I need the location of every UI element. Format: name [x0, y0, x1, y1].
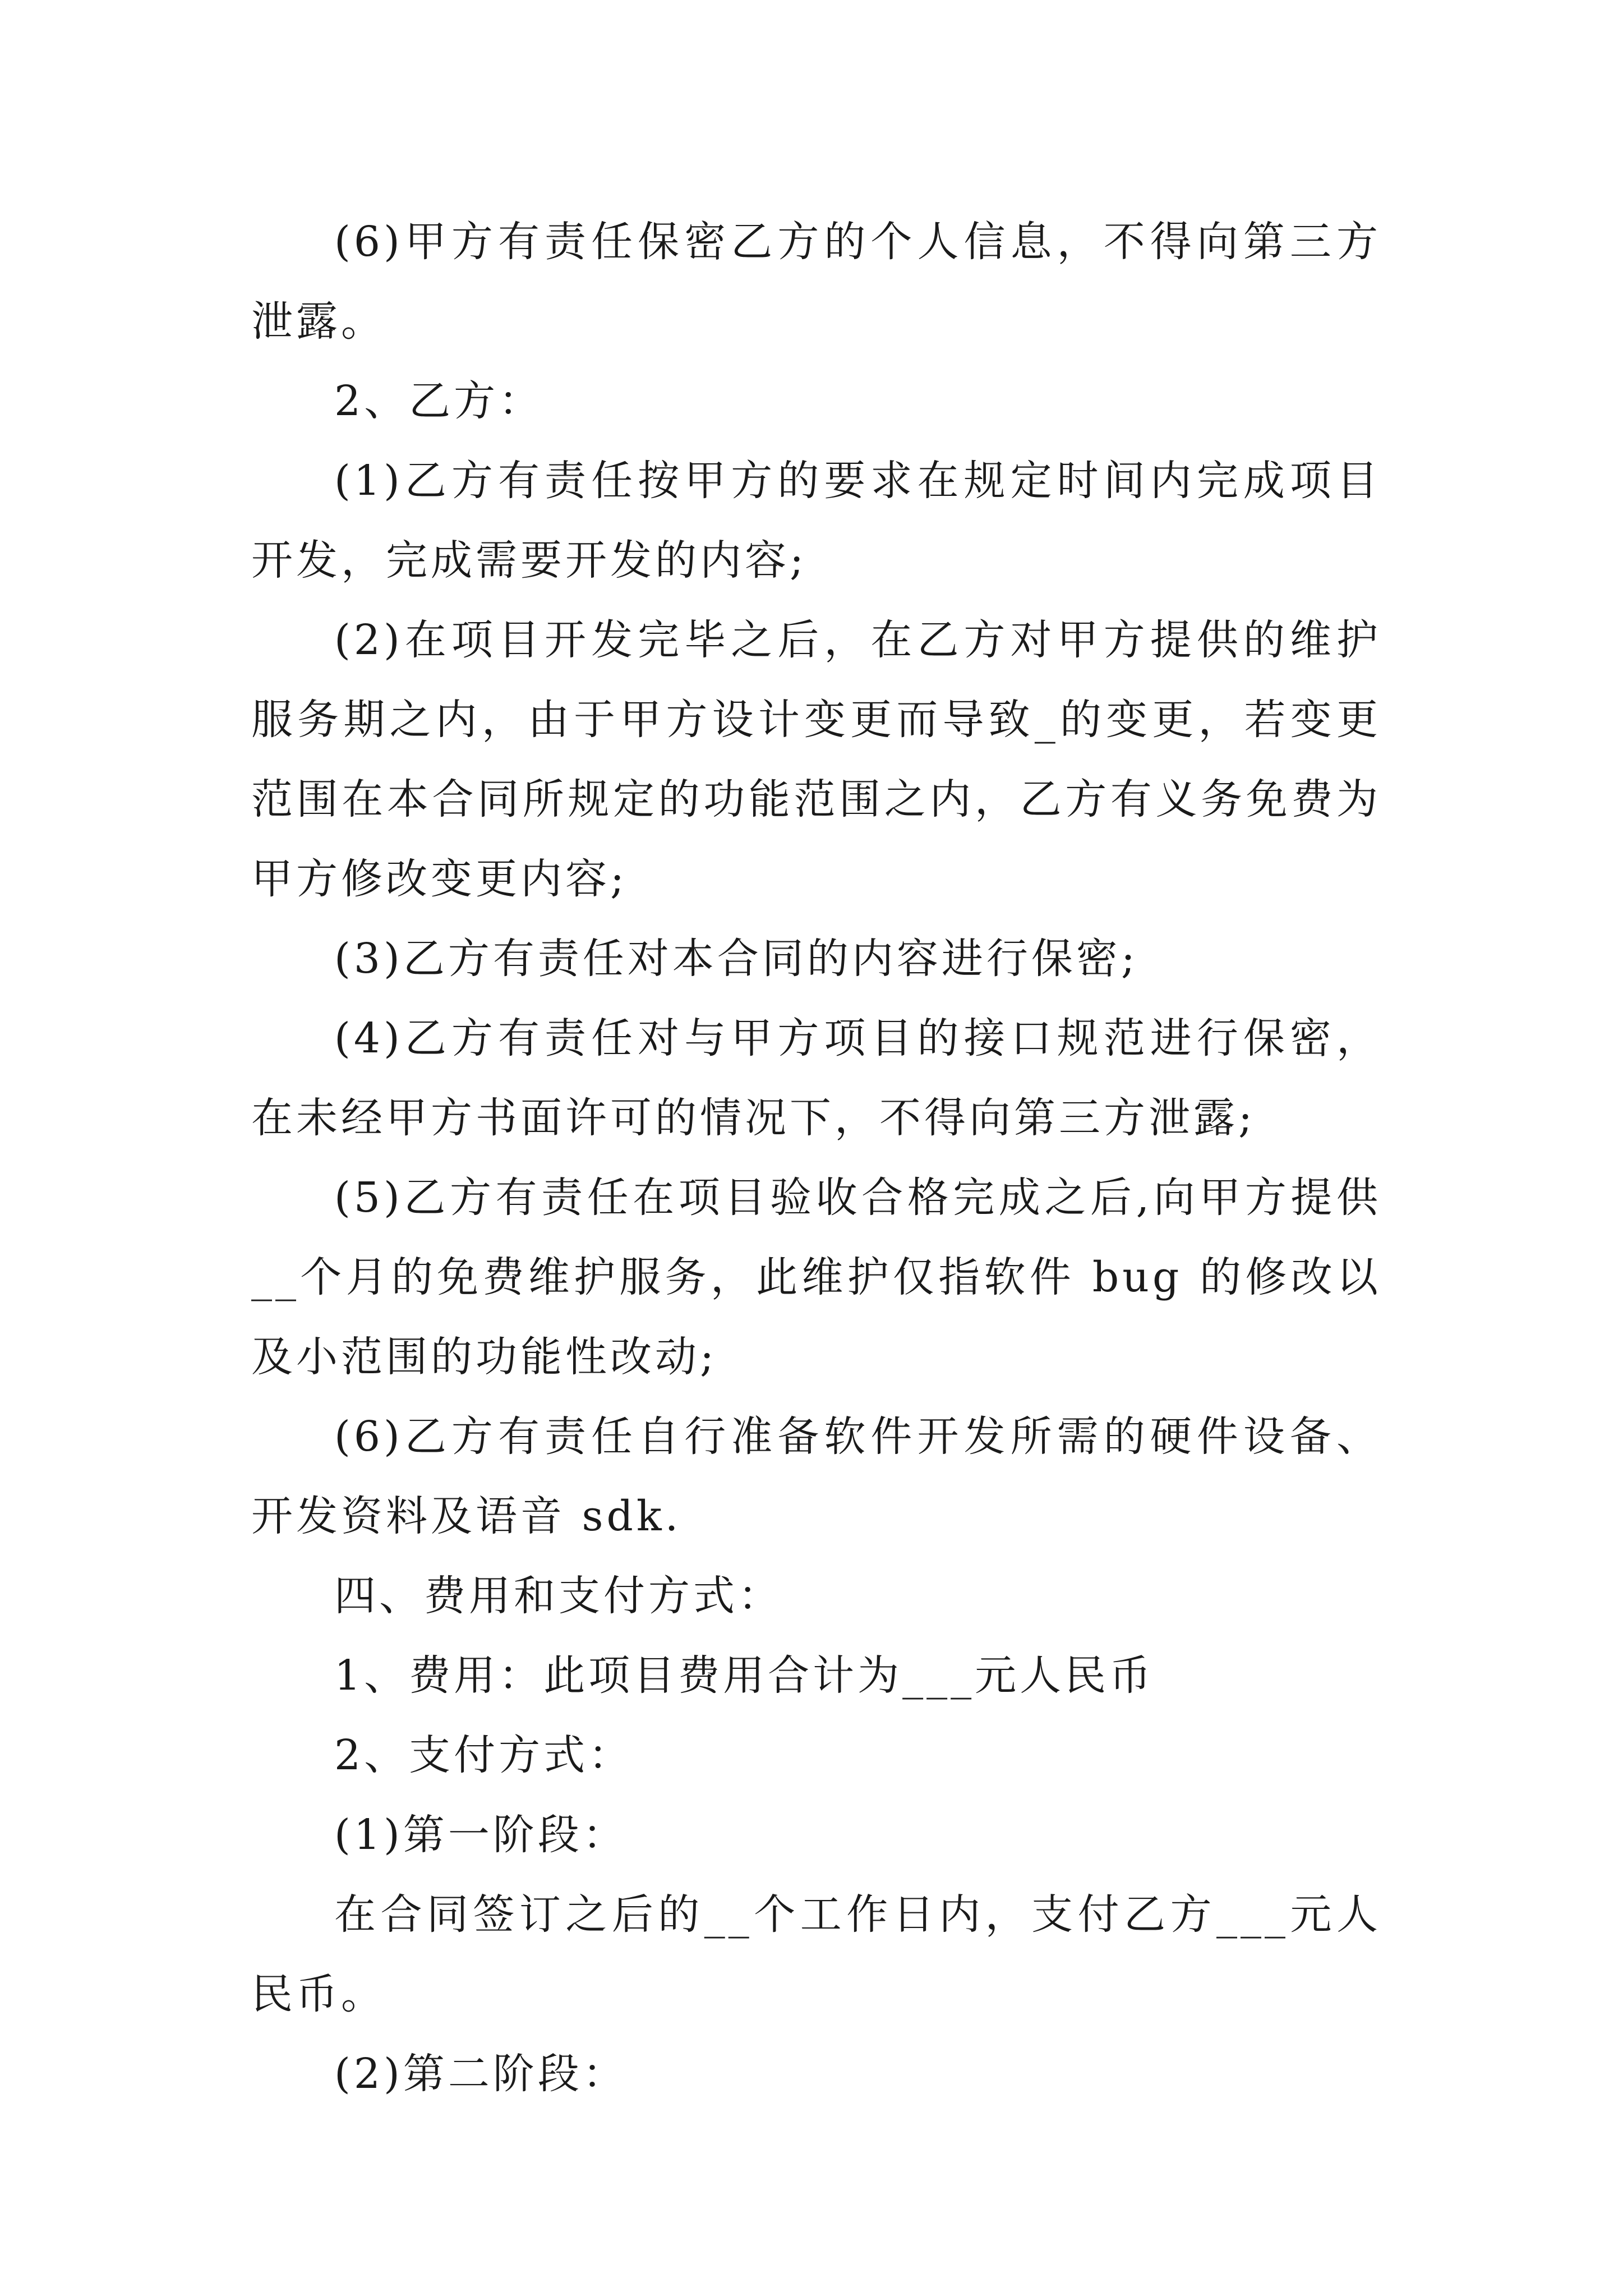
paragraph: (6)乙方有责任自行准备软件开发所需的硬件设备、开发资料及语音 sdk.	[251, 1412, 1381, 1540]
paragraph: (1)乙方有责任按甲方的要求在规定时间内完成项目开发，完成需要开发的内容;	[251, 457, 1381, 585]
paragraph: 1、费用：此项目费用合计为___元人民币	[334, 1651, 1155, 1700]
paragraph: (4)乙方有责任对与甲方项目的接口规范进行保密，在未经甲方书面许可的情况下，不得向第三方泄露;	[251, 1014, 1381, 1142]
paragraph: (2)第二阶段：	[334, 2050, 628, 2098]
paragraph: (6)甲方有责任保密乙方的个人信息，不得向第三方泄露。	[251, 218, 1381, 346]
paragraph: (1)第一阶段：	[334, 1811, 628, 1859]
section-heading: 四、费用和支付方式：	[334, 1572, 783, 1620]
paragraph: 在合同签订之后的__个工作日内，支付乙方___元人民币。	[251, 1890, 1381, 2018]
paragraph: (5)乙方有责任在项目验收合格完成之后,向甲方提供__个月的免费维护服务，此维护仅指软件 bug 的修改以及小范围的功能性改动;	[251, 1174, 1381, 1381]
section-heading: 2、乙方：	[334, 377, 544, 425]
paragraph: (3)乙方有责任对本合同的内容进行保密;	[334, 935, 1138, 983]
paragraph: (2)在项目开发完毕之后，在乙方对甲方提供的维护服务期之内，由于甲方设计变更而导致_的变更，若变更范围在本合同所规定的功能范围之内，乙方有义务免费为甲方修改变更内容;	[251, 616, 1381, 903]
section-heading: 2、支付方式：	[334, 1731, 634, 1779]
document-body	[251, 202, 1381, 2114]
